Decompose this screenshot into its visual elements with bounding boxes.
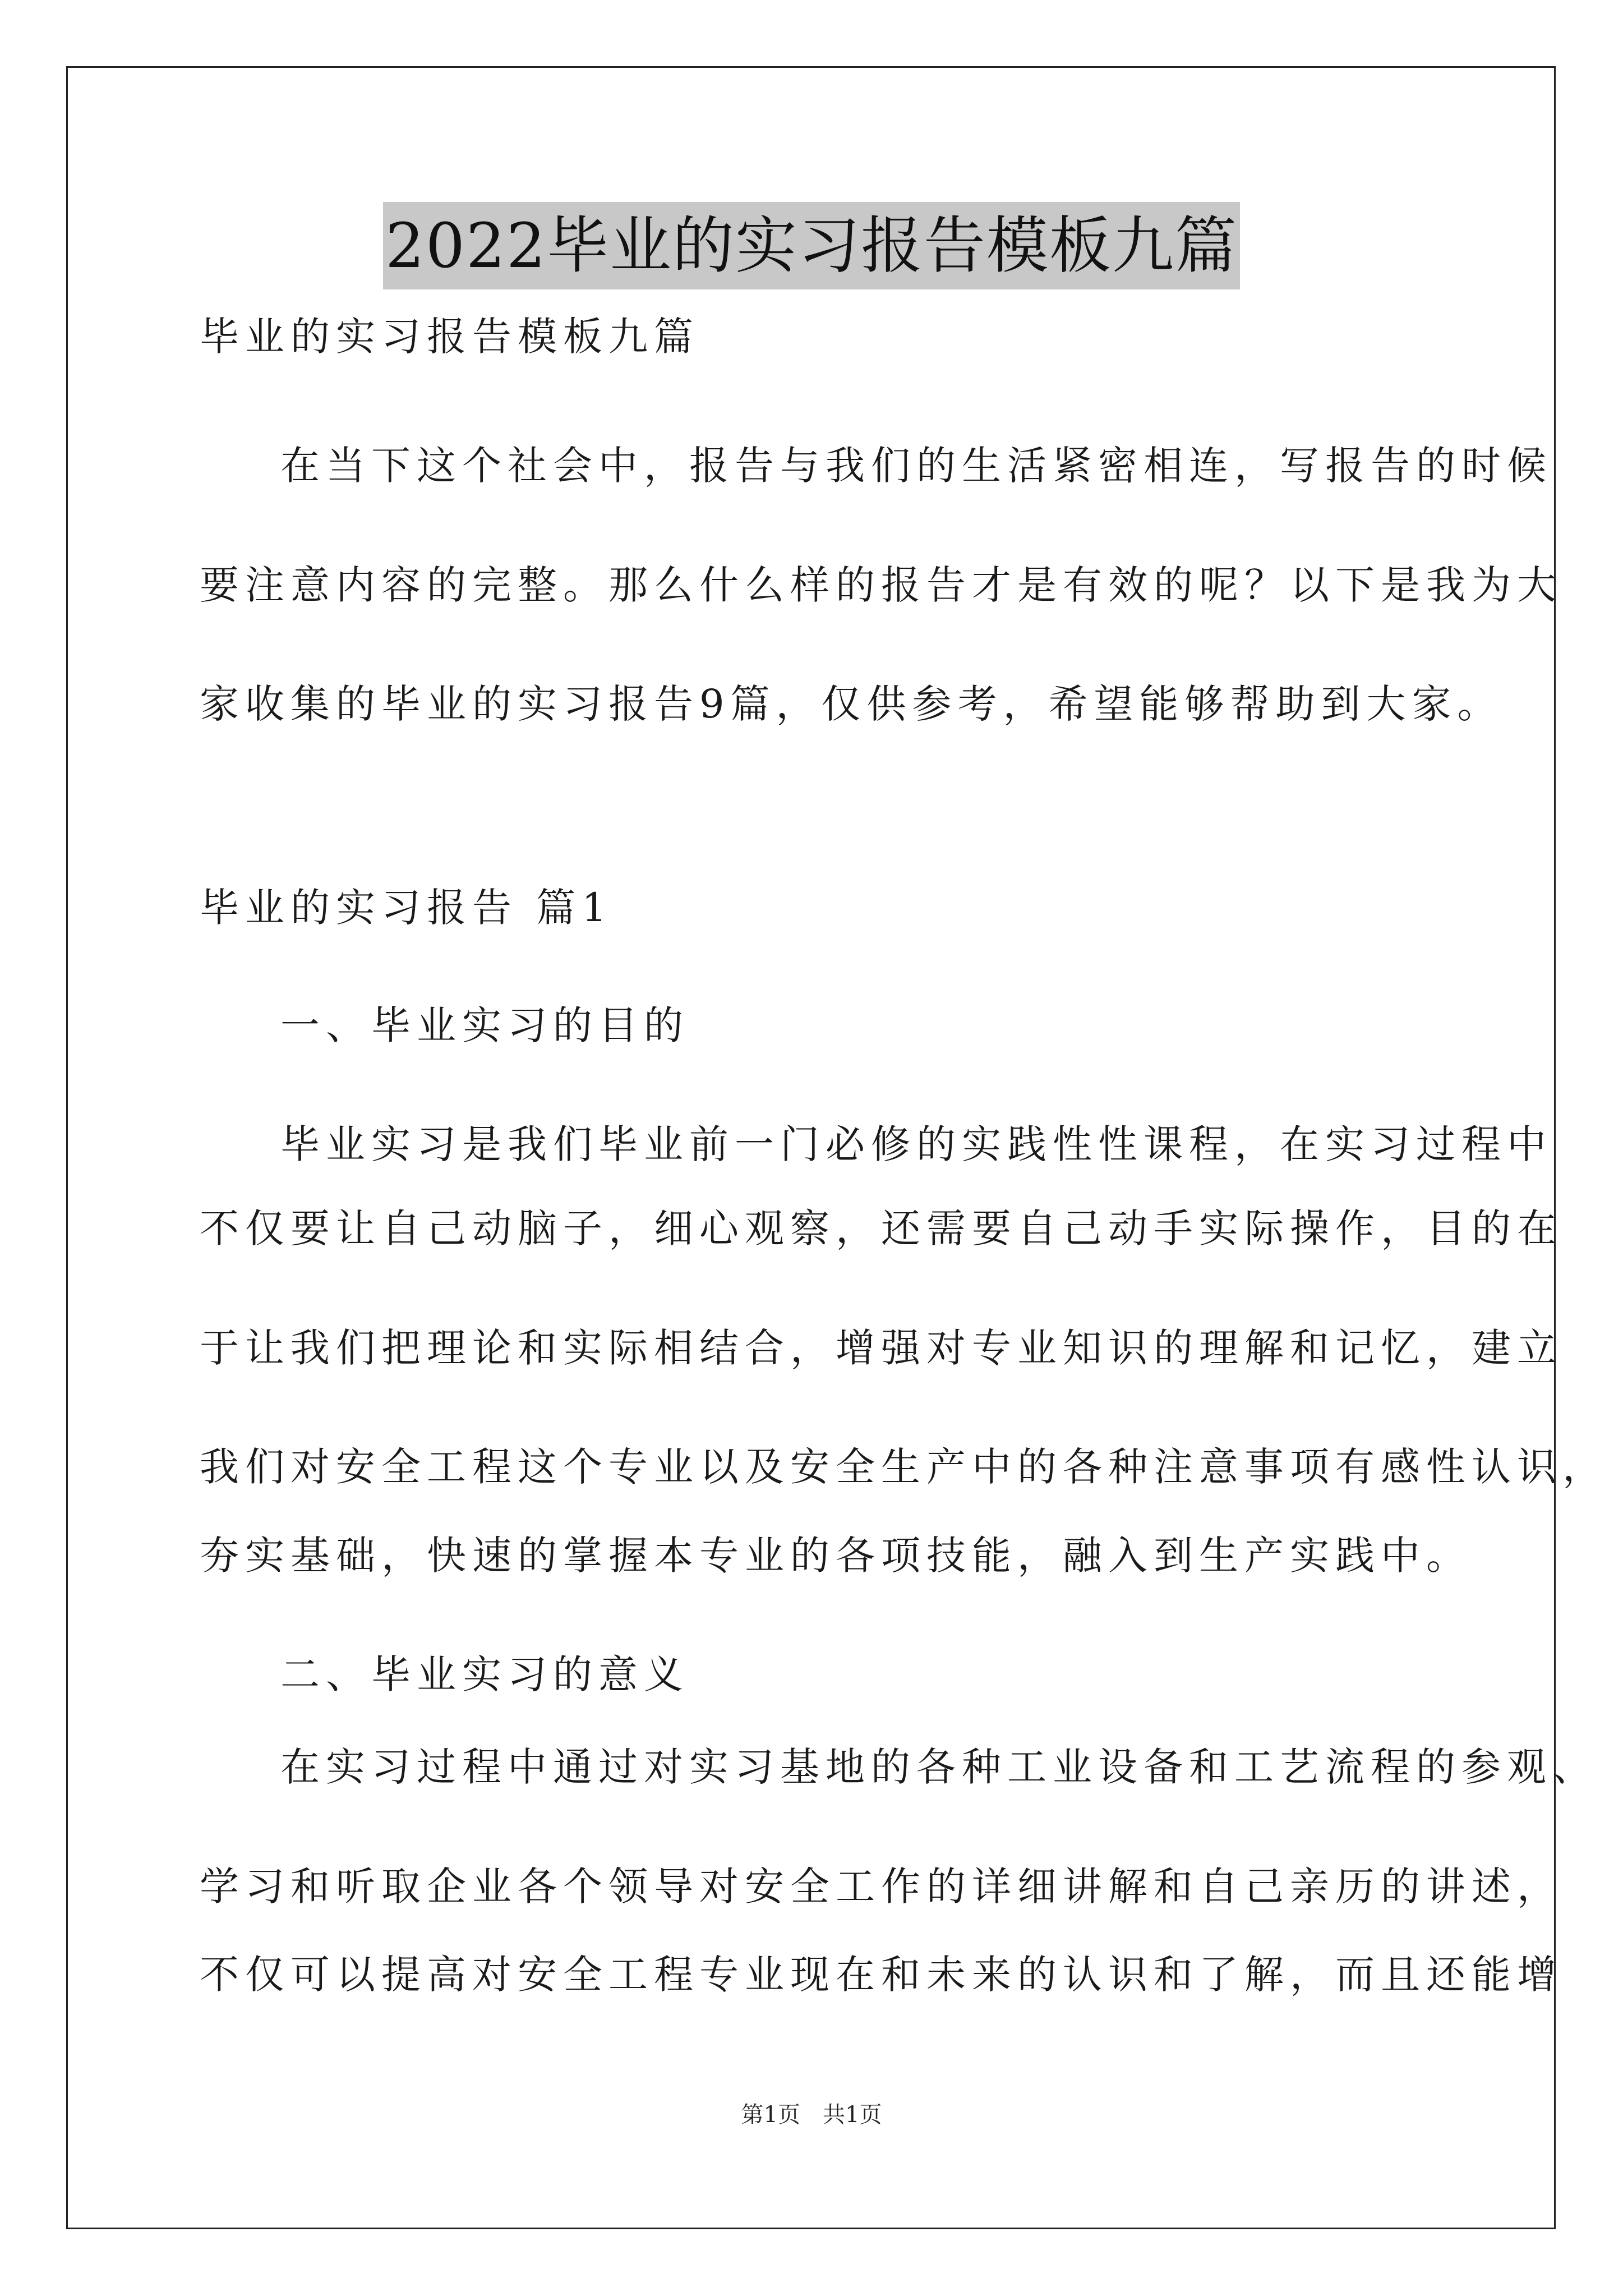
intro-line-1: 在当下这个社会中，报告与我们的生活紧密相连，写报告的时候	[280, 443, 1552, 489]
part1-line-1: 毕业实习是我们毕业前一门必修的实践性性课程，在实习过程中	[280, 1121, 1552, 1167]
page-footer: 第1页 共1页	[741, 2102, 882, 2128]
part1-line-5: 夯实基础，快速的掌握本专业的各项技能，融入到生产实践中。	[200, 1533, 1472, 1579]
document-title: 2022毕业的实习报告模板九篇	[383, 202, 1240, 289]
intro-line-2: 要注意内容的完整。那么什么样的报告才是有效的呢？以下是我为大	[200, 562, 1562, 608]
part1-heading: 一、毕业实习的目的	[280, 1002, 689, 1048]
document-subtitle: 毕业的实习报告模板九篇	[200, 314, 699, 360]
section-heading: 毕业的实习报告 篇1	[200, 885, 613, 931]
part2-line-3: 不仅可以提高对安全工程专业现在和未来的认识和了解，而且还能增	[200, 1952, 1562, 1998]
title-container	[0, 202, 1623, 289]
part1-line-3: 于让我们把理论和实际相结合，增强对专业知识的理解和记忆，建立	[200, 1325, 1562, 1371]
part1-line-4: 我们对安全工程这个专业以及安全生产中的各种注意事项有感性认识，	[200, 1444, 1608, 1490]
part2-line-2: 学习和听取企业各个领导对安全工作的详细讲解和自己亲历的讲述，	[200, 1864, 1562, 1910]
part2-line-1: 在实习过程中通过对实习基地的各种工业设备和工艺流程的参观、	[280, 1744, 1598, 1790]
intro-line-3: 家收集的毕业的实习报告9篇，仅供参考，希望能够帮助到大家。	[200, 681, 1503, 727]
part2-heading: 二、毕业实习的意义	[280, 1651, 689, 1697]
part1-line-2: 不仅要让自己动脑子，细心观察，还需要自己动手实际操作，目的在	[200, 1205, 1562, 1251]
